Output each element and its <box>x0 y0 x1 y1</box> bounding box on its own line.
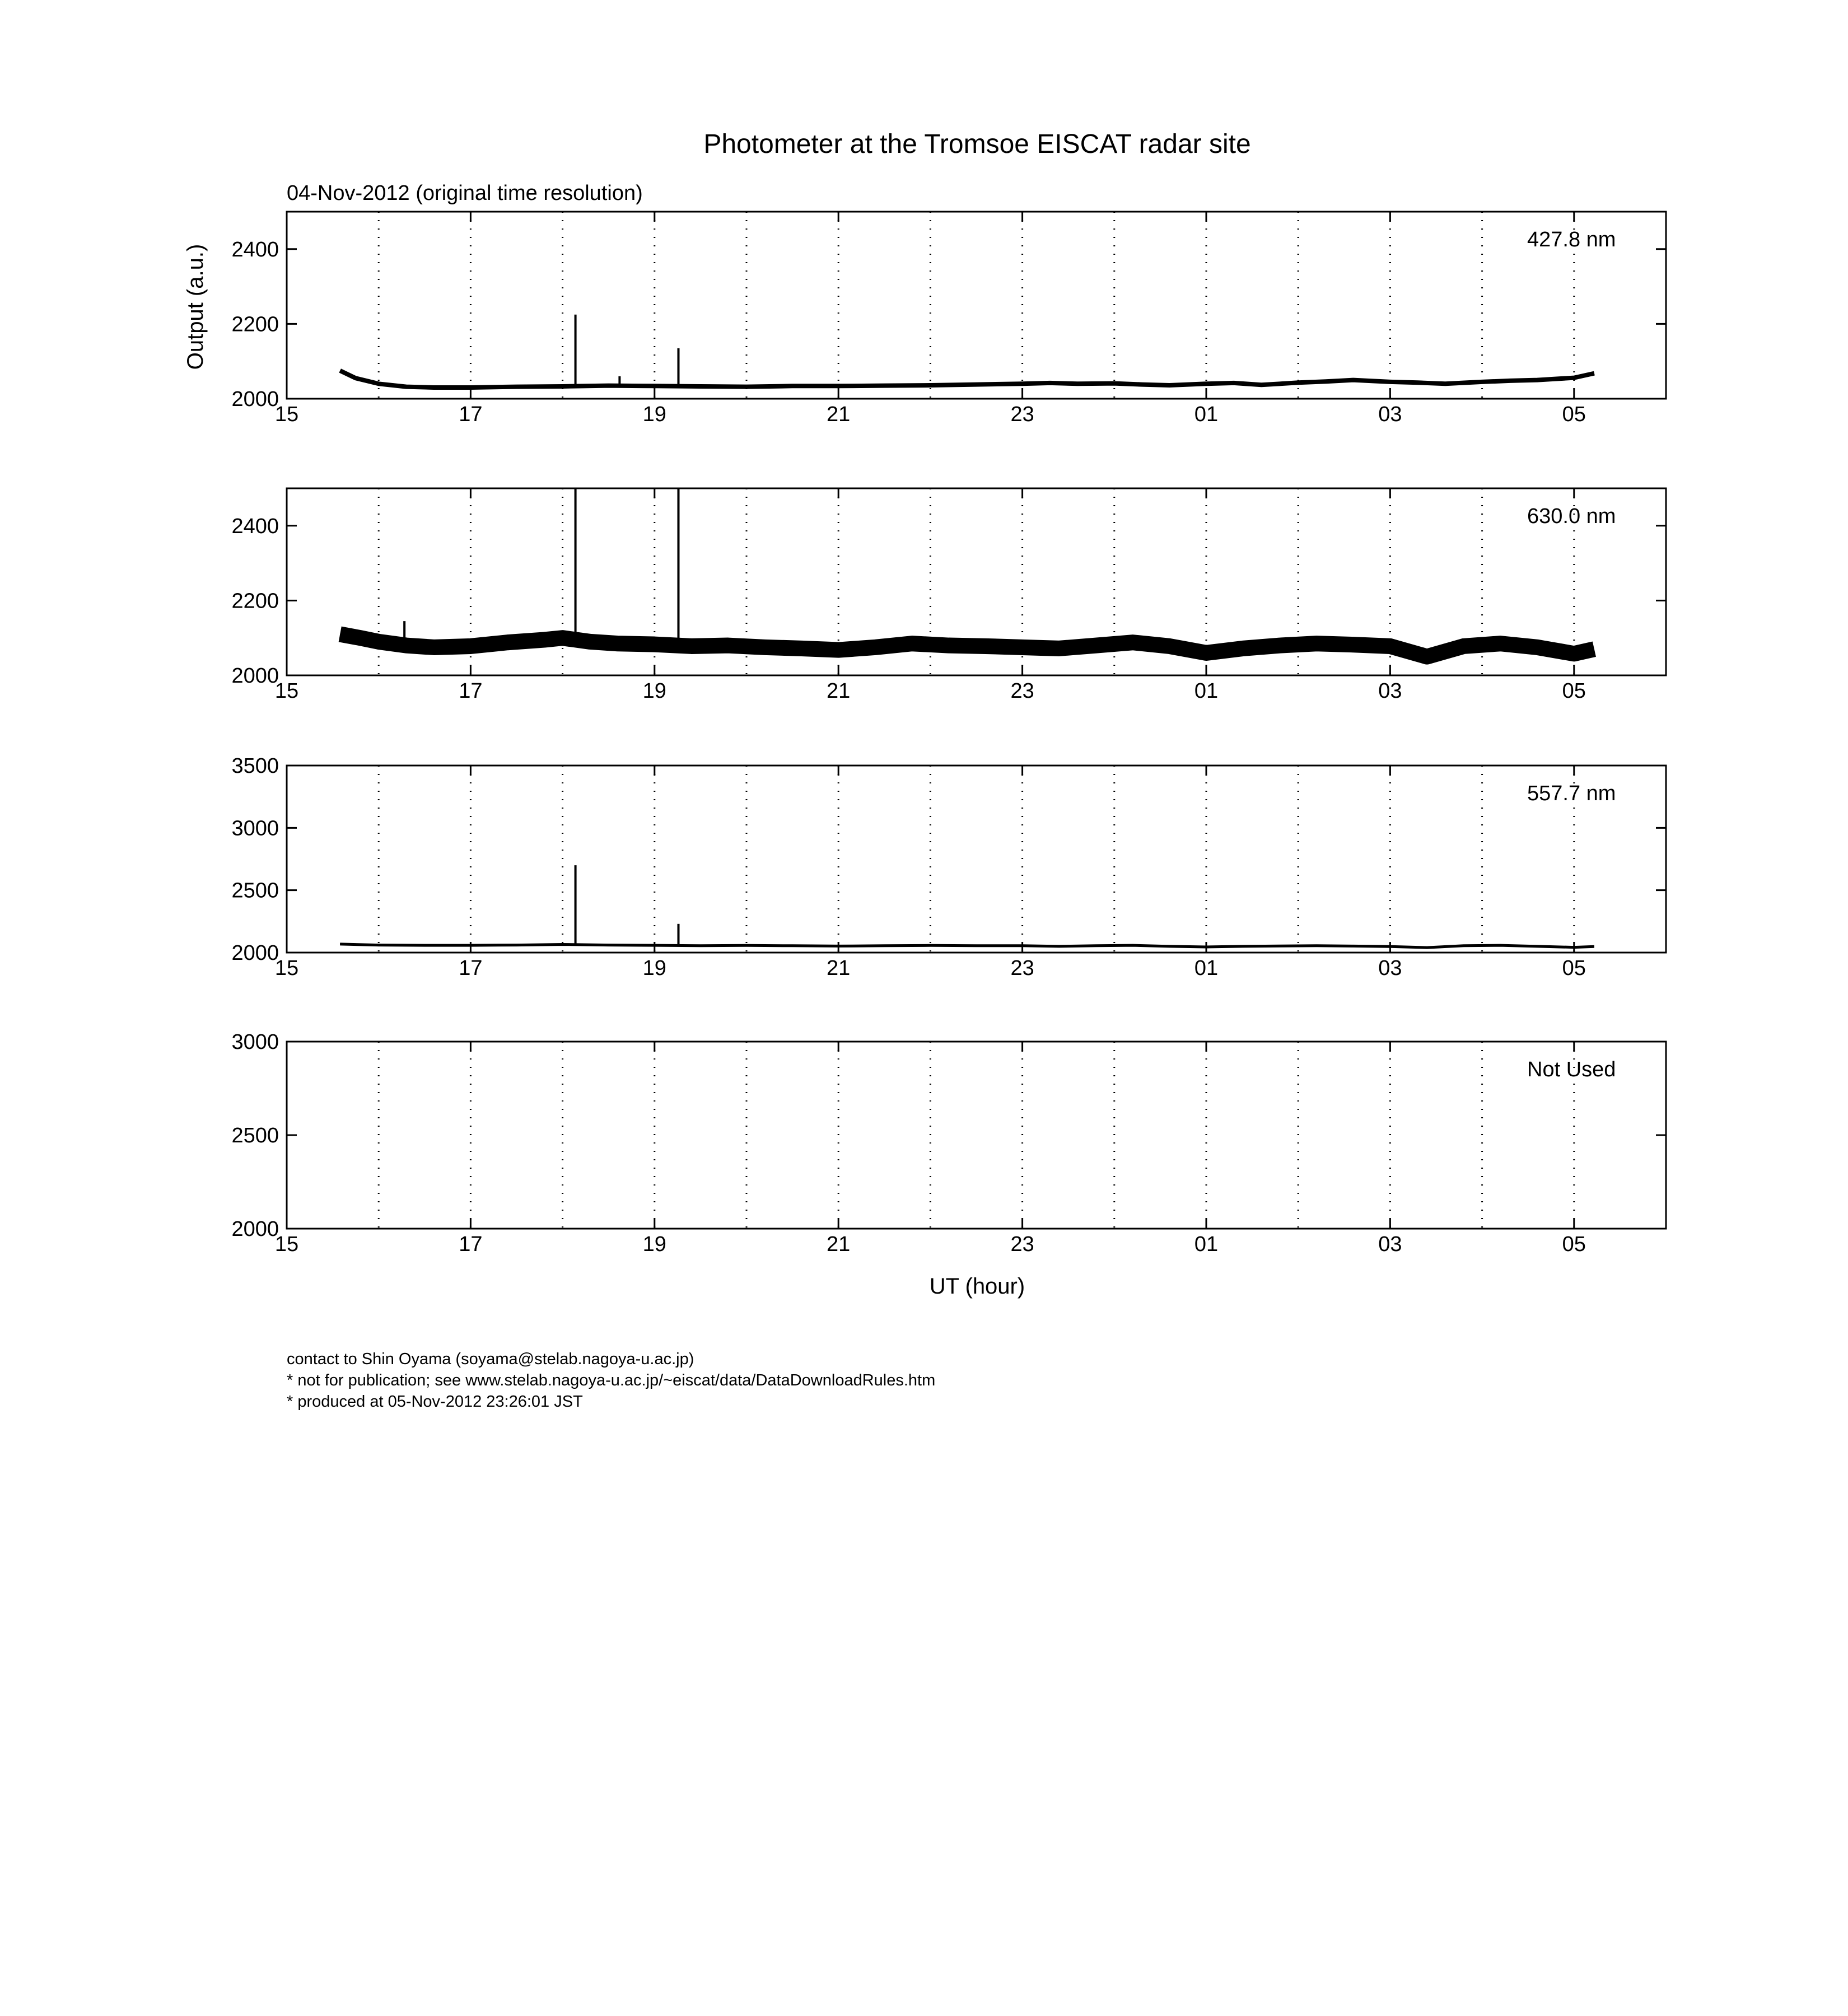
x-tick-label: 01 <box>1194 403 1219 426</box>
x-tick-label: 03 <box>1378 1233 1402 1256</box>
chart-title: Photometer at the Tromsoe EISCAT radar site <box>703 129 1251 159</box>
y-tick-label: 2200 <box>231 312 279 337</box>
panels-group <box>231 212 1666 1256</box>
panel-not-used <box>231 1030 1666 1256</box>
x-tick-label: 15 <box>274 679 299 703</box>
x-tick-label: 01 <box>1194 679 1219 703</box>
x-tick-label: 19 <box>642 956 666 980</box>
panel-label: 557.7 nm <box>1527 782 1616 805</box>
panel-630-0-nm <box>231 488 1666 703</box>
x-tick-label: 19 <box>642 679 666 703</box>
y-tick-label: 3000 <box>231 1030 279 1054</box>
x-tick-label: 15 <box>274 1233 299 1256</box>
x-tick-label: 23 <box>1010 679 1034 703</box>
x-tick-label: 23 <box>1010 1233 1034 1256</box>
y-tick-label: 2500 <box>231 1124 279 1147</box>
x-tick-label: 05 <box>1562 403 1586 426</box>
axes-frame <box>287 1042 1666 1229</box>
x-tick-label: 21 <box>827 679 851 703</box>
y-tick-label: 2400 <box>231 514 279 538</box>
x-tick-label: 01 <box>1194 956 1219 980</box>
x-tick-label: 19 <box>642 1233 666 1256</box>
x-tick-label: 21 <box>827 403 851 426</box>
y-tick-label: 3000 <box>231 816 279 841</box>
x-tick-label: 05 <box>1562 1233 1586 1256</box>
y-axis-label: Output (a.u.) <box>183 244 208 370</box>
y-tick-label: 3500 <box>231 754 279 778</box>
footer-produced: * produced at 05-Nov-2012 23:26:01 JST <box>287 1393 583 1411</box>
panel-label: 630.0 nm <box>1527 505 1616 528</box>
x-tick-label: 17 <box>459 403 483 426</box>
x-tick-label: 19 <box>642 403 666 426</box>
y-tick-label: 2200 <box>231 589 279 613</box>
y-tick-label: 2000 <box>231 388 279 411</box>
x-tick-label: 05 <box>1562 956 1586 980</box>
x-tick-label: 15 <box>274 956 299 980</box>
axes-frame <box>287 212 1666 399</box>
x-tick-label: 17 <box>459 1233 483 1256</box>
x-tick-label: 17 <box>459 679 483 703</box>
y-tick-label: 2000 <box>231 941 279 965</box>
x-tick-label: 17 <box>459 956 483 980</box>
panel-label: Not Used <box>1527 1058 1616 1081</box>
y-tick-label: 2000 <box>231 1217 279 1241</box>
chart-subtitle: 04-Nov-2012 (original time resolution) <box>287 181 643 205</box>
x-tick-label: 23 <box>1010 956 1034 980</box>
x-tick-label: 05 <box>1562 679 1586 703</box>
x-tick-label: 01 <box>1194 1233 1219 1256</box>
x-axis-label: UT (hour) <box>929 1274 1025 1299</box>
y-tick-label: 2500 <box>231 879 279 903</box>
x-tick-label: 03 <box>1378 956 1402 980</box>
x-tick-label: 21 <box>827 956 851 980</box>
panel-557-7-nm <box>231 754 1666 980</box>
x-tick-label: 23 <box>1010 403 1034 426</box>
footer-contact: contact to Shin Oyama (soyama@stelab.nagoya-u.ac.jp) <box>287 1350 694 1368</box>
y-tick-label: 2000 <box>231 664 279 688</box>
axes-frame <box>287 766 1666 953</box>
x-tick-label: 03 <box>1378 679 1402 703</box>
y-tick-label: 2400 <box>231 237 279 262</box>
footer-note: * not for publication; see www.stelab.nagoya-u.ac.jp/~eiscat/data/DataDownloadRules.htm <box>287 1371 936 1389</box>
x-tick-label: 03 <box>1378 403 1402 426</box>
panel-427-8-nm <box>231 212 1666 426</box>
x-tick-label: 21 <box>827 1233 851 1256</box>
x-tick-label: 15 <box>274 403 299 426</box>
panel-label: 427.8 nm <box>1527 228 1616 251</box>
